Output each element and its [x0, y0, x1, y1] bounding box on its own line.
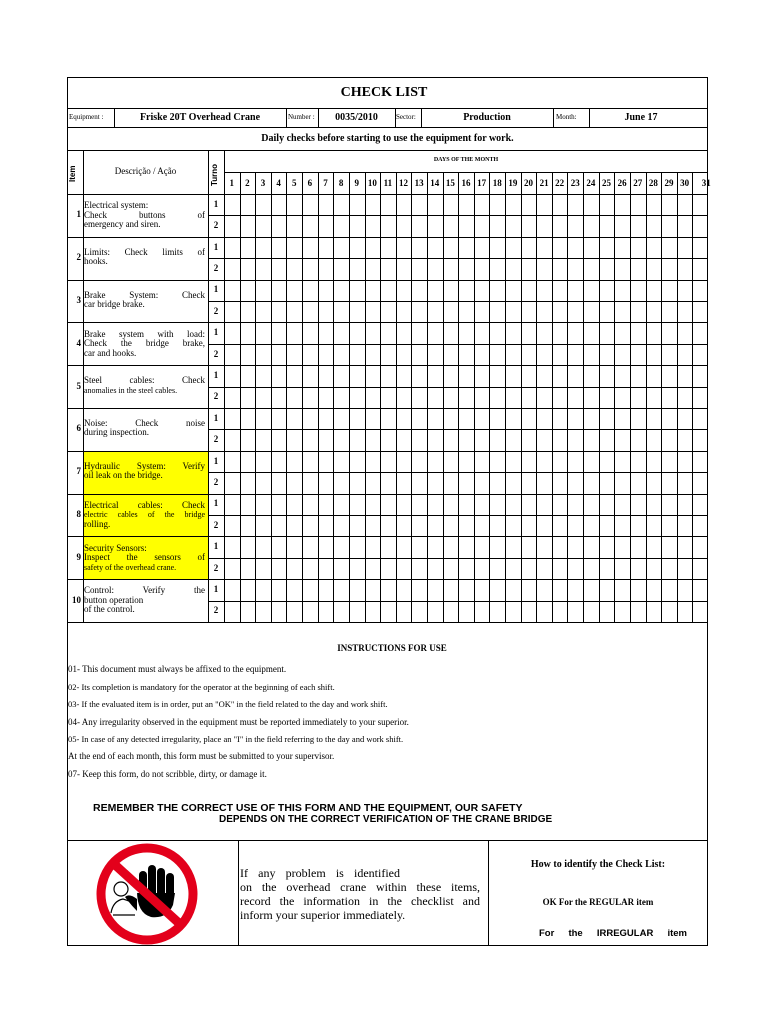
- day-number: 2: [245, 178, 250, 188]
- shift-number: 1: [213, 412, 219, 423]
- instruction-item: 05- In case of any detected irregularity, place an "I" in the field referring to the day and work shift.: [68, 734, 404, 744]
- warning-line: on the overhead crane within these items,: [240, 880, 480, 894]
- day-number: 26: [617, 178, 627, 188]
- warning-line: record the information in the checklist and: [240, 894, 480, 908]
- day-number: 18: [492, 178, 502, 188]
- item-number: 9: [76, 551, 81, 562]
- description-line: Steel cables: Check: [84, 375, 205, 386]
- day-number: 23: [570, 178, 580, 188]
- description-line: Hydraulic System: Verify: [84, 460, 205, 471]
- day-number: 28: [648, 178, 658, 188]
- remember-line-1: REMEMBER THE CORRECT USE OF THIS FORM AND THE EQUIPMENT, OUR SAFETY: [93, 802, 523, 814]
- item-header: Item: [68, 165, 77, 182]
- irregular-line: For the IRREGULAR item: [539, 928, 687, 939]
- description-line: safety of the overhead crane.: [84, 562, 177, 572]
- item-description: [84, 419, 205, 438]
- shift-number: 2: [213, 262, 219, 273]
- day-number: 25: [602, 178, 612, 188]
- description-line: Noise: Check noise: [84, 417, 205, 428]
- instruction-item: 07- Keep this form, do not scribble, dirty, or damage it.: [68, 769, 267, 779]
- item-number: 8: [76, 509, 81, 519]
- shift-number: 2: [213, 220, 219, 231]
- day-number: 31: [701, 178, 711, 188]
- sector-label: Sector:: [396, 113, 416, 121]
- description-line: Electrical cables: Check: [84, 499, 205, 510]
- day-number: 12: [399, 178, 409, 188]
- day-number: 20: [523, 178, 533, 188]
- day-number: 30: [680, 178, 690, 188]
- item-description: [84, 501, 205, 530]
- day-number: 11: [383, 178, 393, 188]
- day-number: 24: [586, 178, 596, 188]
- day-number: 9: [354, 178, 359, 188]
- ok-regular-line: OK For the REGULAR item: [542, 897, 654, 907]
- day-number: 15: [445, 178, 455, 188]
- description-line: Control: Verify the: [84, 585, 205, 596]
- day-number: 7: [323, 178, 328, 188]
- warning-line: If any problem is identified: [240, 866, 400, 880]
- remember-line-2: DEPENDS ON THE CORRECT VERIFICATION OF THE CRANE BRIDGE: [219, 814, 553, 825]
- page-title: CHECK LIST: [340, 85, 428, 100]
- shift-number: 1: [213, 583, 219, 594]
- day-number: 5: [292, 178, 297, 188]
- item-number: 10: [72, 594, 81, 605]
- item-number: 5: [76, 380, 81, 391]
- day-number: 6: [307, 178, 313, 188]
- description-line: electric cables of the bridge: [84, 510, 205, 520]
- item-number: 6: [76, 423, 81, 434]
- item-number: 2: [76, 252, 81, 263]
- shift-number: 1: [213, 284, 219, 295]
- subtitle: Daily checks before starting to use the equipment for work.: [261, 133, 514, 144]
- equipment-label: Equipment :: [69, 113, 104, 121]
- day-number: 16: [461, 178, 471, 188]
- description-line: car bridge brake.: [84, 299, 145, 309]
- instruction-item: 03- If the evaluated item is in order, put an "OK" in the field related to the day and work shift.: [68, 699, 388, 709]
- day-number: 1: [229, 178, 235, 188]
- day-number: 10: [367, 178, 377, 188]
- item-description: [84, 376, 205, 395]
- description-line: Inspect the sensors of: [84, 552, 205, 563]
- description-line: Check the bridge brake,: [84, 338, 205, 349]
- item-description: [84, 586, 205, 615]
- description-line: Check buttons of: [84, 209, 205, 220]
- description-line: Electrical system:: [84, 200, 149, 211]
- item-description: [84, 201, 205, 230]
- item-description: [84, 462, 205, 481]
- day-number: 29: [664, 178, 674, 188]
- description-line: car and hooks.: [84, 347, 137, 358]
- item-description: [84, 330, 205, 359]
- month-label: Month:: [556, 113, 577, 121]
- day-number: 19: [508, 178, 518, 188]
- warning-text: [240, 866, 480, 922]
- item-description: [84, 248, 205, 267]
- shift-header: Turno: [210, 163, 219, 186]
- desc-header: Descrição / Ação: [114, 166, 177, 176]
- description-line: hooks.: [84, 256, 108, 267]
- shift-number: 2: [213, 562, 219, 573]
- description-line: emergency and siren.: [84, 219, 161, 230]
- instruction-item: 02- Its completion is mandatory for the operator at the beginning of each shift.: [68, 682, 335, 692]
- month-value: June 17: [624, 112, 658, 123]
- shift-number: 2: [213, 476, 219, 487]
- shift-number: 2: [213, 305, 219, 316]
- sector-value: Production: [463, 112, 511, 123]
- day-number: 8: [338, 178, 344, 188]
- description-line: during inspection.: [84, 427, 149, 438]
- shift-number: 1: [213, 541, 219, 552]
- item-description: [84, 544, 205, 573]
- instruction-item: 04- Any irregularity observed in the equipment must be reported immediately to your superior.: [68, 717, 409, 727]
- instructions-title: INSTRUCTIONS FOR USE: [337, 643, 447, 653]
- days-header: DAYS OF THE MONTH: [433, 157, 499, 163]
- description-line: oil leak on the bridge.: [84, 470, 163, 481]
- shift-number: 2: [213, 434, 219, 445]
- day-number: 13: [414, 178, 424, 188]
- day-number: 4: [276, 178, 281, 188]
- description-line: Security Sensors:: [84, 542, 147, 553]
- day-number: 27: [633, 178, 643, 188]
- shift-number: 1: [213, 455, 219, 466]
- day-number: 14: [430, 178, 440, 188]
- day-number: 22: [555, 178, 565, 188]
- item-number: 7: [76, 466, 81, 477]
- number-value: 0035/2010: [335, 112, 378, 123]
- equipment-value: Friske 20T Overhead Crane: [139, 112, 261, 123]
- shift-number: 1: [213, 198, 219, 209]
- shift-number: 1: [213, 241, 219, 252]
- number-label: Number :: [288, 113, 315, 121]
- day-number: 3: [260, 178, 266, 188]
- instruction-item: At the end of each month, this form must be submitted to your supervisor.: [68, 751, 335, 761]
- description-line: Brake System: Check: [84, 289, 205, 300]
- description-line: anomalies in the steel cables.: [84, 385, 178, 395]
- shift-number: 2: [213, 519, 219, 530]
- day-number: 21: [539, 178, 549, 188]
- stop-hand-icon: [91, 843, 203, 945]
- shift-number: 1: [213, 498, 219, 509]
- shift-number: 2: [213, 348, 219, 359]
- description-line: button operation: [84, 594, 144, 605]
- identify-title: How to identify the Check List:: [530, 859, 666, 870]
- description-line: of the control.: [84, 604, 135, 615]
- shift-number: 1: [213, 327, 219, 338]
- warning-line: inform your superior immediately.: [240, 908, 406, 922]
- description-line: Brake system with load:: [84, 328, 205, 339]
- item-number: 4: [76, 337, 81, 348]
- description-line: Limits: Check limits of: [84, 246, 205, 257]
- day-number: 17: [477, 178, 487, 188]
- item-description: [84, 291, 205, 310]
- shift-number: 2: [213, 391, 219, 402]
- description-line: rolling.: [84, 518, 111, 529]
- shift-number: 2: [213, 605, 219, 616]
- item-number: 3: [76, 295, 81, 305]
- instruction-item: 01- This document must always be affixed to the equipment.: [68, 664, 287, 674]
- shift-number: 1: [213, 369, 219, 380]
- item-number: 1: [76, 209, 81, 220]
